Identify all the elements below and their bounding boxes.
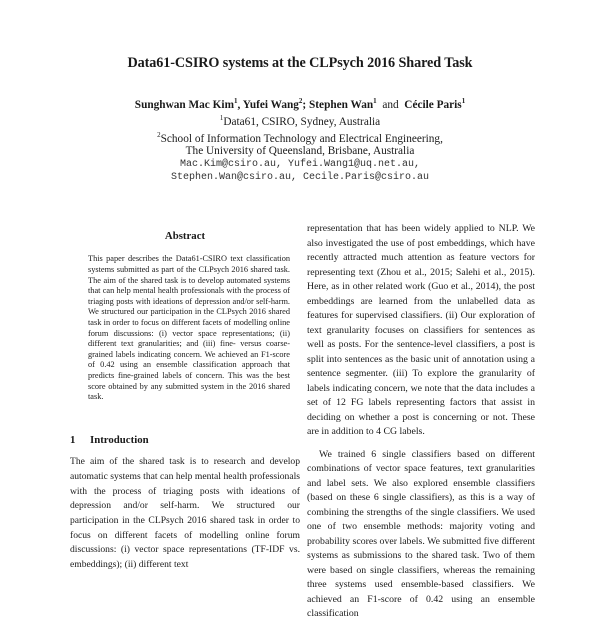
affiliation-1 (0, 112, 600, 129)
affiliation-sup: 1 (219, 113, 224, 122)
body-paragraph: representation that has been widely applied to NLP. We also investigated the use of post embeddings, which have recently attracted much attention as feature vectors for representing text (Zhou et al., 2015; Salehi et al., 2015). Here, as in other related work (Guo et al., 2014), the post embeddings are learned from the unlabelled data as features for supervised classifiers. (ii) Our exploration of text granularity focuses on classifiers for sentences as well as posts. For the sentence-level classifiers, a post is split into sentences as the basic unit of annotation using a sentence segmenter. (iii) To explore the granularity of labels indicating concern, we note that the data includes a set of 12 FG labels representing factors that assist in deciding on whether a post is concerning or not. These are in addition to 4 CG labels. (307, 223, 535, 437)
abstract-heading: Abstract (164, 230, 206, 242)
body-paragraph: We trained 6 single classifiers based on different combinations of vector space features, text granularities and label sets. We also explored ensemble classifiers (based on these 6 single classifiers), as this is a way of combining the strengths of the single classifiers. We used one of two ensemble methods: majority voting and probability scores over labels. We submitted five different systems as submissions to the shared task. Two of them were based on single classifiers, whereas the remaining three systems used ensemble-based classifiers. We achieved an F1-score of 0.42 using an ensemble classification (307, 448, 535, 619)
left-column (70, 230, 300, 573)
author-sup: 1 (373, 97, 377, 105)
affiliation-text: Data61, CSIRO, Sydney, Australia (223, 115, 381, 128)
section-heading (70, 434, 300, 446)
right-column (307, 222, 535, 622)
author-names: Sunghwan Mac Kim$^1$, Yufei Wang$^2$; Stephen Wan$^1$ and Cécile Paris$^1$ (134, 97, 466, 111)
abstract-text: This paper describes the Data61-CSIRO text classification systems submitted as part of the CLPsych 2016 shared task. The aim of the shared task is to develop automated systems that can help mental health professionals with the process of triaging posts with ideations of depression and/or self-harm. We structured our participation in the CLPsych 2016 shared task in order to focus on different facets of modelling online forum discussions: (i) vector space representations; (ii) different text granularities; and (iii) fine- versus coarse-grained labels indicating concern. We achieved an F1-score of 0.42 using an ensemble classification approach that predicts fine-grained labels of concern. This was the best score obtained by any submitted system in the 2016 shared task. (88, 254, 290, 402)
affiliation-text: School of Information Technology and Electrical Engineering, (160, 132, 443, 145)
section-number: 1 (70, 433, 76, 446)
email-line-2: Stephen.Wan@csiro.au, Cecile.Paris@csiro.au (170, 172, 430, 184)
email-line-1: Mac.Kim@csiro.au, Yufei.Wang1@uq.net.au, (179, 159, 421, 171)
author-sup: 2 (298, 97, 303, 105)
paper-title: Data61-CSIRO systems at the CLPsych 2016 Shared Task (127, 55, 473, 71)
author-sup: 1 (461, 97, 466, 105)
affiliation-sup: 2 (157, 130, 161, 139)
author-sup: 1 (233, 97, 238, 105)
author-name: Yufei Wang (242, 98, 299, 111)
and-word: and (379, 98, 402, 111)
affiliation-2 (0, 129, 600, 146)
author-name: Sunghwan Mac Kim (134, 98, 234, 111)
introduction-text: The aim of the shared task is to research and develop automatic systems that can help mental health professionals with the process of triaging posts with ideations of depression and/or self-harm. We structured our participation in the CLPsych 2016 shared task in order to focus on different facets of modelling online forum discussions: (i) vector space representations (TF-IDF vs. embeddings); (ii) different text (70, 456, 300, 571)
author-name: Cécile Paris (404, 98, 462, 111)
affiliation-2-line-2: The University of Queensland, Brisbane, Australia (185, 145, 415, 158)
author-block (0, 95, 600, 184)
section-title: Introduction (90, 433, 149, 446)
author-name: Stephen Wan (309, 98, 374, 111)
